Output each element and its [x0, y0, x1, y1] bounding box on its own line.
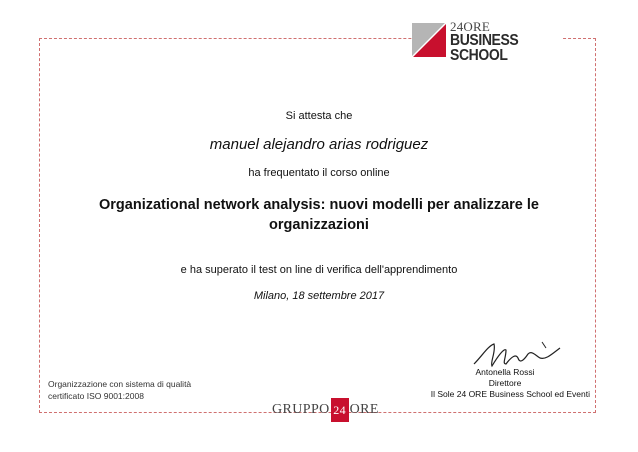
signatory-block [420, 367, 590, 400]
gruppo-mark: 24 [331, 398, 349, 422]
logo-bottom-text: BUSINESS SCHOOL [450, 30, 519, 63]
intro-text: Si attesta che [285, 110, 353, 122]
recipient-name: manuel alejandro arias rodriguez [209, 136, 429, 153]
signatory-name: Antonella Rossi [475, 367, 535, 377]
course-title: Organizational network analysis: nuovi modelli per analizzare le organizzazioni [99, 197, 539, 233]
business-school-logo [412, 18, 562, 63]
attended-text: ha frequentato il corso online [248, 167, 390, 179]
gruppo-text: GRUPPO [272, 402, 330, 417]
place-date: Milano, 18 settembre 2017 [253, 290, 385, 302]
logo-mark-icon [412, 23, 446, 57]
signatory-organization: Il Sole 24 ORE Business School ed Eventi [430, 389, 590, 399]
signatory-role: Direttore [488, 378, 522, 388]
logo-top-text: 24ORE [450, 18, 490, 34]
gruppo-24-ore-logo [272, 398, 379, 422]
quality-line-2: certificato ISO 9001:2008 [48, 391, 144, 401]
quality-certification [48, 378, 191, 402]
signature-image [472, 338, 562, 370]
quality-line-1: Organizzazione con sistema di qualità [48, 379, 192, 389]
ore-text: ORE [349, 402, 379, 417]
passed-text: e ha superato il test on line di verifica dell'apprendimento [180, 264, 458, 276]
